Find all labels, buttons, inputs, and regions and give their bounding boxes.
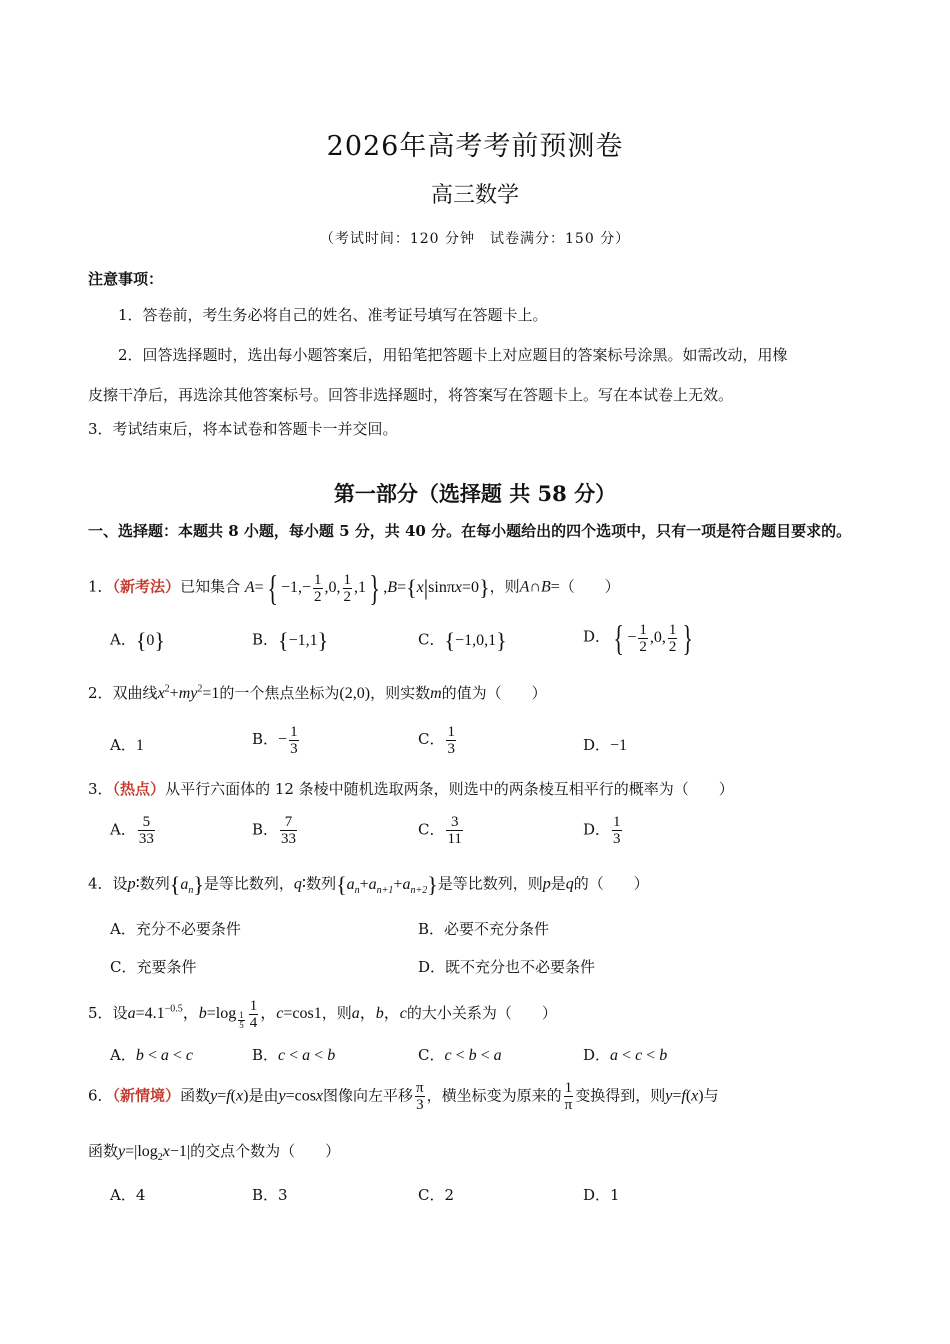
math-expression: $x^2+my^2=1$ — [157, 683, 220, 702]
question-text: ，横坐标变为原来的 — [426, 1086, 562, 1105]
question-text: 函数 — [88, 1142, 119, 1160]
math-expression: y=f(x) — [210, 1087, 249, 1105]
option-a: A．{0} — [110, 628, 165, 653]
question-text: 双曲线 — [112, 684, 158, 702]
option-b: B．必要不充分条件 — [418, 920, 550, 938]
notice-item-1: 1．答卷前，考生务必将自己的姓名、准考证号填写在答题卡上。 — [118, 306, 548, 324]
math-expression: y=f(x) — [665, 1087, 704, 1105]
question-text: 数列 — [139, 874, 170, 893]
question-6-line2 — [88, 1140, 340, 1163]
question-number: 4． — [88, 874, 113, 893]
question-text: 数列 — [306, 874, 337, 893]
question-text: 设 — [112, 1004, 128, 1023]
question-text: 是等比数列， — [203, 874, 294, 893]
math-expression: y=cosx — [278, 1087, 324, 1105]
question-number: 1． — [88, 577, 113, 596]
notice-item-3: 3．考试结束后，将本试卷和答题卡一并交回。 — [88, 420, 398, 438]
math-expression: q — [565, 875, 574, 893]
option-a: A．1 — [110, 736, 144, 754]
math-expression: $y=|\log_2x-1|$ — [118, 1143, 191, 1164]
option-a: A． $\frac{5}{33}$ — [110, 814, 154, 847]
question-text: 的大小关系为（ ） — [406, 1004, 557, 1023]
question-text: 是由 — [248, 1086, 279, 1105]
math-expression: (2,0) — [339, 685, 371, 702]
math-expression: q∶ — [293, 875, 307, 893]
math-expression: p — [542, 875, 551, 893]
option-d: D．−1 — [583, 736, 628, 754]
question-tag: （热点） — [112, 780, 166, 798]
question-text: 的交点个数为（ ） — [190, 1142, 341, 1160]
math-expression: $a=4.1^{-0.5}$，b=log $_{\frac{1}{5}}$ $\frac{1}{4}$ ，c=cos1 — [127, 998, 322, 1031]
option-d: D．1 — [583, 1186, 620, 1204]
part-title: 第一部分（选择题 共 58 分） — [333, 481, 617, 506]
option-b: B．c < a < b — [252, 1046, 336, 1064]
question-text: 与 — [703, 1086, 719, 1105]
question-text: ，则实数 — [370, 684, 431, 702]
section-instructions: 一、选择题：本题共 8 小题，每小题 5 分，共 40 分。在每小题给出的四个选项中，只有一项是符合题目要求的。 — [88, 522, 852, 540]
option-b: B． $\frac{7}{33}$ — [252, 814, 297, 847]
option-c: C．{−1,0,1} — [418, 628, 507, 653]
notice-item-2: 2．回答选择题时，选出每小题答案后，用铅笔把答题卡上对应题目的答案标号涂黑。如需改动，用橡 — [118, 346, 788, 364]
question-number: 2． — [88, 684, 113, 702]
math-expression: $\frac{\pi}{3}$ — [416, 1080, 424, 1113]
page-title: 2026年高考考前预测卷 — [326, 131, 624, 162]
notice-heading: 注意事项： — [88, 270, 164, 288]
question-text: 设 — [112, 874, 128, 893]
math-expression: $\frac{1}{\pi}$ — [564, 1080, 573, 1113]
option-d: D．{ − $\frac{1}{2}$ ,0, $\frac{1}{2}$ } — [583, 618, 694, 658]
option-d: D．既不充分也不必要条件 — [418, 958, 596, 976]
question-number: 6． — [88, 1086, 113, 1105]
option-d: D． $\frac{1}{3}$ — [583, 814, 621, 847]
math-expression: $\{a_n+a_{n+1}+a_{n+2}\}$ — [336, 872, 438, 897]
option-c: C． $\frac{1}{3}$ — [418, 724, 455, 757]
question-3 — [88, 778, 734, 799]
question-tag: （新情境） — [112, 1086, 181, 1105]
math-expression: a，b，c — [351, 1005, 407, 1023]
option-c: C．c < b < a — [418, 1046, 502, 1064]
math-expression: A∩B= — [519, 578, 560, 596]
notice-item-2-cont: 皮擦干净后，再选涂其他答案标号。回答非选择题时，将答案写在答题卡上。写在本试卷上无效。 — [88, 386, 734, 404]
option-c: C． $\frac{3}{11}$ — [418, 814, 462, 847]
question-6 — [88, 1080, 719, 1113]
question-text: 已知集合 — [180, 577, 241, 596]
question-text: ，则 — [321, 1004, 352, 1023]
question-number: 3． — [88, 780, 113, 798]
question-4 — [88, 872, 649, 898]
exam-info: （考试时间：120 分钟 试卷满分：150 分） — [319, 231, 631, 247]
math-expression: A={ −1,− $\frac{1}{2}$ ,0, $\frac{1}{2}$ ,1} ,B={x|sinπx=0} — [244, 568, 490, 608]
question-2 — [88, 682, 547, 703]
option-c: C．2 — [418, 1186, 455, 1204]
answer-paren: （ ） — [559, 577, 620, 596]
question-text: 是 — [550, 874, 566, 893]
option-a: A．b < a < c — [110, 1046, 194, 1064]
option-b: B．{−1,1} — [252, 628, 329, 653]
question-5 — [88, 998, 557, 1031]
question-text: 图像向左平移 — [323, 1086, 414, 1105]
math-expression: m — [430, 685, 442, 702]
question-text: 从平行六面体的 12 条棱中随机选取两条，则选中的两条棱互相平行的概率为（ ） — [165, 780, 734, 798]
option-d: D．a < c < b — [583, 1046, 668, 1064]
option-b: B．3 — [252, 1186, 288, 1204]
page-subtitle: 高三数学 — [430, 183, 519, 208]
option-a: A．4 — [110, 1186, 146, 1204]
question-text: 变换得到，则 — [575, 1086, 666, 1105]
question-text: 是等比数列，则 — [437, 874, 543, 893]
question-text: 函数 — [180, 1086, 211, 1105]
math-expression: p∶ — [127, 875, 140, 893]
option-b: B．− $\frac{1}{3}$ — [252, 724, 298, 757]
question-1 — [88, 570, 620, 606]
question-number: 5． — [88, 1004, 113, 1023]
question-text: 的值为（ ） — [441, 684, 547, 702]
option-c: C．充要条件 — [110, 958, 197, 976]
option-a: A．充分不必要条件 — [110, 920, 241, 938]
question-text: 的（ ） — [573, 874, 649, 893]
question-text: ，则 — [489, 577, 520, 596]
math-expression: $\{a_n\}$ — [169, 872, 204, 897]
question-text: 的一个焦点坐标为 — [219, 684, 340, 702]
question-tag: （新考法） — [112, 577, 181, 596]
